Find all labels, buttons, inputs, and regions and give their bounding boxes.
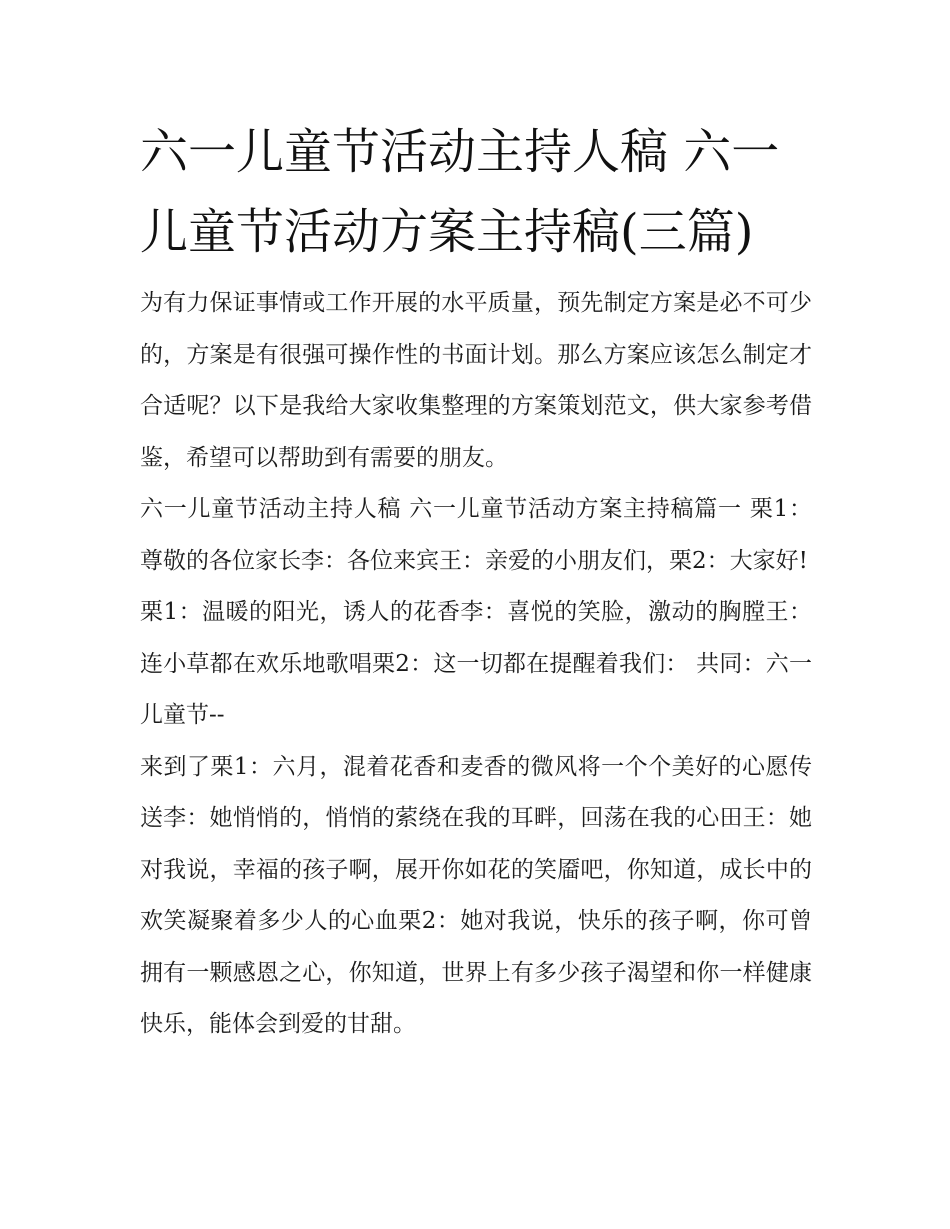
document-title: 六一儿童节活动主持人稿 六一儿童节活动方案主持稿(三篇) [140, 124, 780, 260]
paragraph-wishes: 来到了栗1：六月，混着花香和麦香的微风将一个个美好的心愿传送李：她悄悄的，悄悄的萦绕在我的耳畔，回荡在我的心田王：她对我说，幸福的孩子啊，展开你如花的笑靥吧，你知道，成长中的欢笑凝聚着多少人的心血栗2：她对我说，快乐的孩子啊，你可曾拥有一颗感恩之心，你知道，世界上有多少孩子渴望和你一样健康快乐，能体会到爱的甘甜。 [140, 753, 812, 1037]
paragraph-intro: 为有力保证事情或工作开展的水平质量，预先制定方案是必不可少的，方案是有很强可操作性的书面计划。那么方案应该怎么制定才合适呢？以下是我给大家收集整理的方案策划范文，供大家参考借鉴，希望可以帮助到有需要的朋友。 [140, 290, 812, 471]
paragraph-opening: 六一儿童节活动主持人稿 六一儿童节活动方案主持稿篇一 栗1：尊敬的各位家长李：各位来宾王：亲爱的小朋友们，栗2：大家好! [140, 496, 812, 574]
document-page [140, 112, 812, 1051]
paragraph-greeting: 栗1：温暖的阳光，诱人的花香李：喜悦的笑脸，激动的胸膛王：连小草都在欢乐地歌唱栗2：这一切都在提醒着我们： 共同：六一儿童节-- [140, 599, 812, 728]
document-body [140, 278, 812, 1051]
